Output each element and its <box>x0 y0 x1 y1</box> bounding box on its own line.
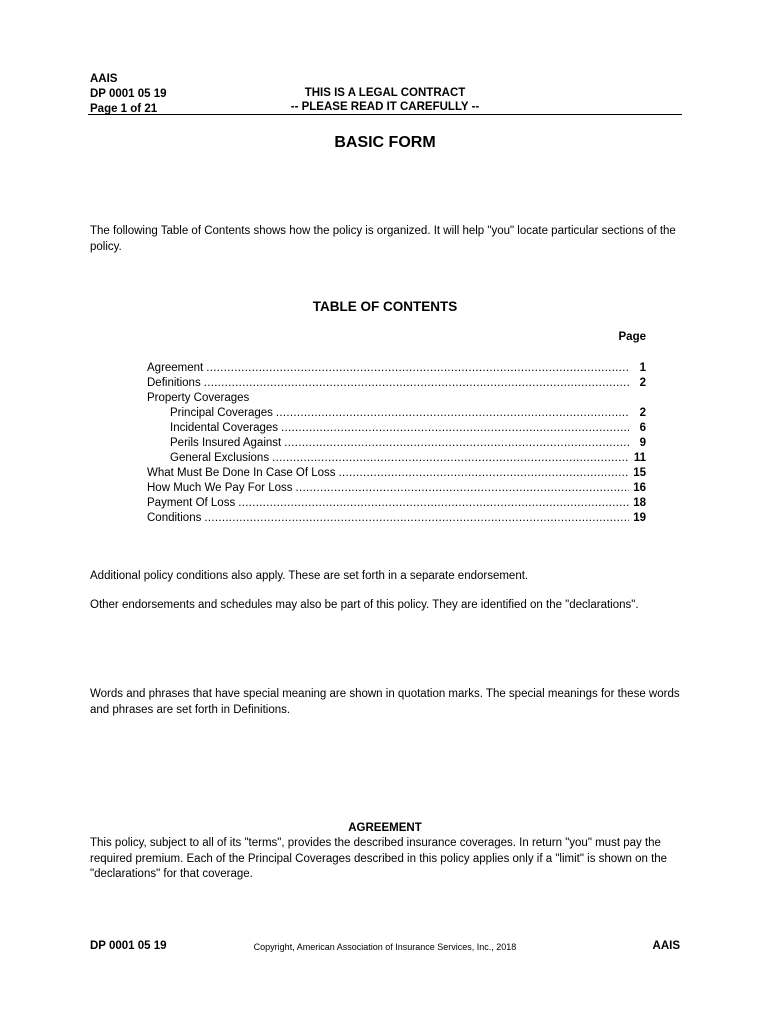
endorsements-paragraph: Other endorsements and schedules may also be part of this policy. They are identified on the "declarations". <box>90 599 639 611</box>
toc-entry-label: Payment Of Loss <box>147 497 236 509</box>
toc-entry-principal-coverages[interactable] <box>147 406 646 421</box>
additional-conditions-paragraph: Additional policy conditions also apply. These are set forth in a separate endorsement. <box>90 570 529 582</box>
page-title: BASIC FORM <box>334 134 436 151</box>
toc-section-property-coverages <box>147 391 646 406</box>
toc-entry-page: 2 <box>639 377 646 389</box>
toc-entry-page: 11 <box>633 452 646 464</box>
header-form-number: DP 0001 05 19 <box>90 88 167 100</box>
toc-entry-label: Principal Coverages <box>170 407 273 419</box>
toc-leader-dots <box>204 376 629 391</box>
toc-title: TABLE OF CONTENTS <box>312 299 458 314</box>
toc-entry-how-much-we-pay[interactable] <box>147 481 646 496</box>
toc-entry-conditions[interactable] <box>147 511 646 526</box>
toc-entry-incidental-coverages[interactable] <box>147 421 646 436</box>
toc-entry-page: 1 <box>639 362 646 374</box>
special-meaning-paragraph: Words and phrases that have special meaning are shown in quotation marks. The special meanings for these words and phrases are set forth in Definitions. <box>90 688 680 716</box>
toc-entry-page: 9 <box>639 437 646 449</box>
toc-entry-page: 15 <box>633 467 646 479</box>
header-org: AAIS <box>90 73 118 85</box>
toc-entry-payment-of-loss[interactable] <box>147 496 646 511</box>
toc-page-header: Page <box>618 331 646 343</box>
toc-entry-page: 6 <box>639 422 646 434</box>
toc-entry-general-exclusions[interactable] <box>147 451 646 466</box>
table-of-contents <box>147 361 646 526</box>
footer-form-number: DP 0001 05 19 <box>90 940 167 952</box>
header-form-info <box>90 72 167 117</box>
agreement-heading: AGREEMENT <box>348 822 422 834</box>
toc-leader-dots <box>284 436 629 451</box>
toc-entry-label: General Exclusions <box>170 452 270 464</box>
toc-entry-label: Agreement <box>147 362 204 374</box>
legal-notice-line1: THIS IS A LEGAL CONTRACT <box>304 87 466 99</box>
toc-entry-label: Conditions <box>147 512 202 524</box>
toc-entry-page: 18 <box>633 497 646 509</box>
legal-notice <box>230 86 540 114</box>
footer-copyright: Copyright, American Association of Insurance Services, Inc., 2018 <box>253 942 517 952</box>
toc-entry-label: Incidental Coverages <box>170 422 279 434</box>
toc-section-label: Property Coverages <box>147 392 250 404</box>
toc-entry-page: 16 <box>633 482 646 494</box>
toc-leader-dots <box>238 496 629 511</box>
header-page-number: Page 1 of 21 <box>90 103 158 115</box>
toc-entry-what-must-be-done[interactable] <box>147 466 646 481</box>
legal-notice-line2: -- PLEASE READ IT CAREFULLY -- <box>290 101 480 113</box>
toc-leader-dots <box>206 361 629 376</box>
toc-entry-label: Perils Insured Against <box>170 437 282 449</box>
toc-entry-label: Definitions <box>147 377 201 389</box>
toc-leader-dots <box>272 451 629 466</box>
toc-entry-label: How Much We Pay For Loss <box>147 482 293 494</box>
toc-entry-page: 2 <box>639 407 646 419</box>
toc-leader-dots <box>296 481 629 496</box>
header-divider <box>88 114 682 115</box>
toc-leader-dots <box>204 511 629 526</box>
toc-leader-dots <box>281 421 629 436</box>
footer-org: AAIS <box>652 940 680 952</box>
agreement-paragraph: This policy, subject to all of its "terms", provides the described insurance coverages. In return "you" must pay the required premium. Each of the Principal Coverages described in this policy applies only if a "limit" is shown on the "declarations" for that coverage. <box>90 837 668 880</box>
toc-entry-perils-insured-against[interactable] <box>147 436 646 451</box>
toc-entry-label: What Must Be Done In Case Of Loss <box>147 467 336 479</box>
toc-entry-agreement[interactable] <box>147 361 646 376</box>
toc-entry-page: 19 <box>633 512 646 524</box>
intro-paragraph: The following Table of Contents shows how the policy is organized. It will help "you" locate particular sections of the policy. <box>90 225 676 253</box>
toc-entry-definitions[interactable] <box>147 376 646 391</box>
toc-leader-dots <box>276 406 629 421</box>
toc-leader-dots <box>339 466 629 481</box>
